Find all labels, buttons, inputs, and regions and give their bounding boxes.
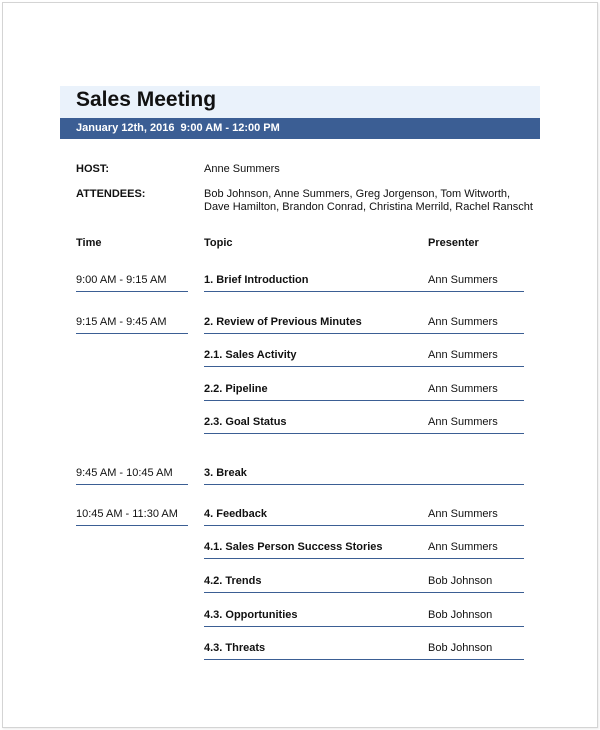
time-divider — [76, 484, 188, 485]
attendees-line-1: Bob Johnson, Anne Summers, Greg Jorgenson, Tom Witworth, — [204, 188, 511, 200]
agenda-time: 10:45 AM - 11:30 AM — [76, 508, 178, 520]
column-header-topic: Topic — [204, 237, 233, 249]
column-header-time: Time — [76, 237, 102, 249]
agenda-topic: 4. Feedback — [204, 508, 267, 520]
time-divider — [76, 333, 188, 334]
agenda-presenter: Ann Summers — [428, 383, 498, 395]
topic-divider — [204, 400, 524, 401]
column-header-presenter: Presenter — [428, 237, 479, 249]
agenda-time: 9:15 AM - 9:45 AM — [76, 316, 167, 328]
topic-divider — [204, 592, 524, 593]
topic-divider — [204, 659, 524, 660]
agenda-time: 9:00 AM - 9:15 AM — [76, 274, 167, 286]
time-divider — [76, 291, 188, 292]
agenda-presenter: Ann Summers — [428, 541, 498, 553]
host-value: Anne Summers — [204, 163, 280, 175]
meeting-date-time: January 12th, 2016 9:00 AM - 12:00 PM — [76, 122, 280, 134]
agenda-presenter: Bob Johnson — [428, 609, 493, 621]
agenda-presenter: Ann Summers — [428, 508, 498, 520]
agenda-presenter: Ann Summers — [428, 416, 498, 428]
agenda-time: 9:45 AM - 10:45 AM — [76, 467, 173, 479]
topic-divider — [204, 525, 524, 526]
topic-divider — [204, 433, 524, 434]
agenda-topic: 4.3. Threats — [204, 642, 266, 654]
topic-divider — [204, 291, 524, 292]
time-divider — [76, 525, 188, 526]
topic-divider — [204, 558, 524, 559]
agenda-presenter: Bob Johnson — [428, 642, 493, 654]
attendees-label: ATTENDEES: — [76, 188, 146, 200]
agenda-presenter: Ann Summers — [428, 349, 498, 361]
agenda-topic: 3. Break — [204, 467, 247, 479]
agenda-topic: 4.2. Trends — [204, 575, 262, 587]
agenda-presenter: Bob Johnson — [428, 575, 493, 587]
agenda-topic: 4.1. Sales Person Success Stories — [204, 541, 383, 553]
topic-divider — [204, 484, 524, 485]
agenda-topic: 2.3. Goal Status — [204, 416, 287, 428]
agenda-presenter: Ann Summers — [428, 274, 498, 286]
agenda-topic: 4.3. Opportunities — [204, 609, 298, 621]
document-title: Sales Meeting — [76, 88, 217, 111]
topic-divider — [204, 333, 524, 334]
attendees-line-2: Dave Hamilton, Brandon Conrad, Christina Merrild, Rachel Ranscht — [204, 201, 533, 213]
topic-divider — [204, 366, 524, 367]
agenda-presenter: Ann Summers — [428, 316, 498, 328]
agenda-topic: 2.1. Sales Activity — [204, 349, 297, 361]
agenda-topic: 2. Review of Previous Minutes — [204, 316, 362, 328]
host-label: HOST: — [76, 163, 109, 175]
topic-divider — [204, 626, 524, 627]
agenda-topic: 2.2. Pipeline — [204, 383, 268, 395]
agenda-topic: 1. Brief Introduction — [204, 274, 309, 286]
